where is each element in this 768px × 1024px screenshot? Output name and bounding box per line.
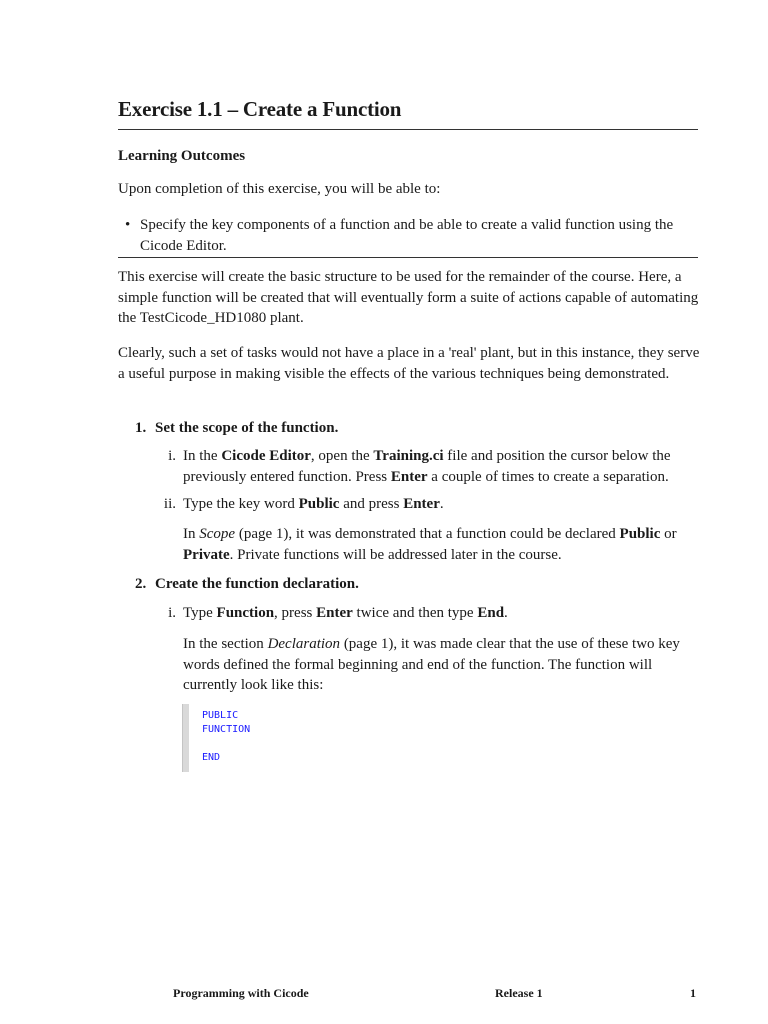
training-file-term: Training.ci <box>373 448 444 464</box>
code-line-function: FUNCTION <box>202 724 251 735</box>
outcomes-divider <box>118 257 698 258</box>
learning-outcomes-intro: Upon completion of this exercise, you will be able to: <box>118 181 441 197</box>
step-2-title: Create the function declaration. <box>155 576 359 592</box>
footer-page-number: 1 <box>690 986 696 1000</box>
step-1-substep-2-text: Type the key word Public and press Enter. <box>183 496 444 512</box>
enter-key-term: Enter <box>403 496 440 512</box>
public-keyword-term: Public <box>298 496 340 512</box>
step-1-note: In Scope (page 1), it was demonstrated that a function could be declared Public or Private. Private functions will be addressed later in the course. <box>183 526 677 563</box>
page-title: Exercise 1.1 – Create a Function <box>118 97 402 121</box>
bullet-icon: • <box>125 217 131 233</box>
learning-outcomes-heading: Learning Outcomes <box>118 148 246 164</box>
end-keyword-term: End <box>477 605 505 621</box>
declaration-reference-link[interactable]: Declaration <box>267 636 341 652</box>
step-2-note: In the section Declaration (page 1), it was made clear that the use of these two key words defined the formal beginning and end of the function. The function will currently look like this: <box>183 636 680 693</box>
intro-paragraph: This exercise will create the basic structure to be used for the remainder of the course. Here, a simple function will be created that will eventually form a suite of actions capable of automating the TestCicode_HD1080 plant. <box>118 269 699 326</box>
footer-title: Programming with Cicode <box>173 986 309 1000</box>
function-keyword-term: Function <box>216 605 275 621</box>
context-paragraph: Clearly, such a set of tasks would not have a place in a 'real' plant, but in this instance, they serve a useful purpose in making visible the effects of the various techniques being demonstrated. <box>118 345 700 382</box>
scope-reference-link[interactable]: Scope <box>199 526 236 542</box>
enter-key-term: Enter <box>316 605 353 621</box>
title-divider <box>118 129 698 130</box>
footer-release: Release 1 <box>495 986 543 1000</box>
step-1-title: Set the scope of the function. <box>155 420 339 436</box>
code-line-end: END <box>202 752 221 763</box>
step-2-substep-1-text: Type Function, press Enter twice and then type End. <box>183 605 508 621</box>
step-1-substep-2-number: ii. <box>163 496 176 512</box>
step-1-number: 1. <box>135 420 147 436</box>
step-1-substep-1-number: i. <box>168 448 176 464</box>
public-keyword-term: Public <box>619 526 661 542</box>
step-2-substep-1-number: i. <box>168 605 176 621</box>
code-sample <box>182 704 312 772</box>
learning-outcome-item: Specify the key components of a function and be able to create a valid function using the Cicode Editor. <box>140 217 674 254</box>
code-gutter <box>182 704 189 772</box>
enter-key-term: Enter <box>390 468 428 485</box>
private-keyword-term: Private <box>183 546 230 563</box>
code-line-public: PUBLIC <box>202 710 239 721</box>
step-2-number: 2. <box>135 576 147 592</box>
cicode-editor-term: Cicode Editor <box>221 448 311 464</box>
step-1-substep-1-text: In the Cicode Editor, open the Training.ci file and position the cursor below the previously entered function. Press Enter a couple of times to create a separation. <box>183 448 671 485</box>
